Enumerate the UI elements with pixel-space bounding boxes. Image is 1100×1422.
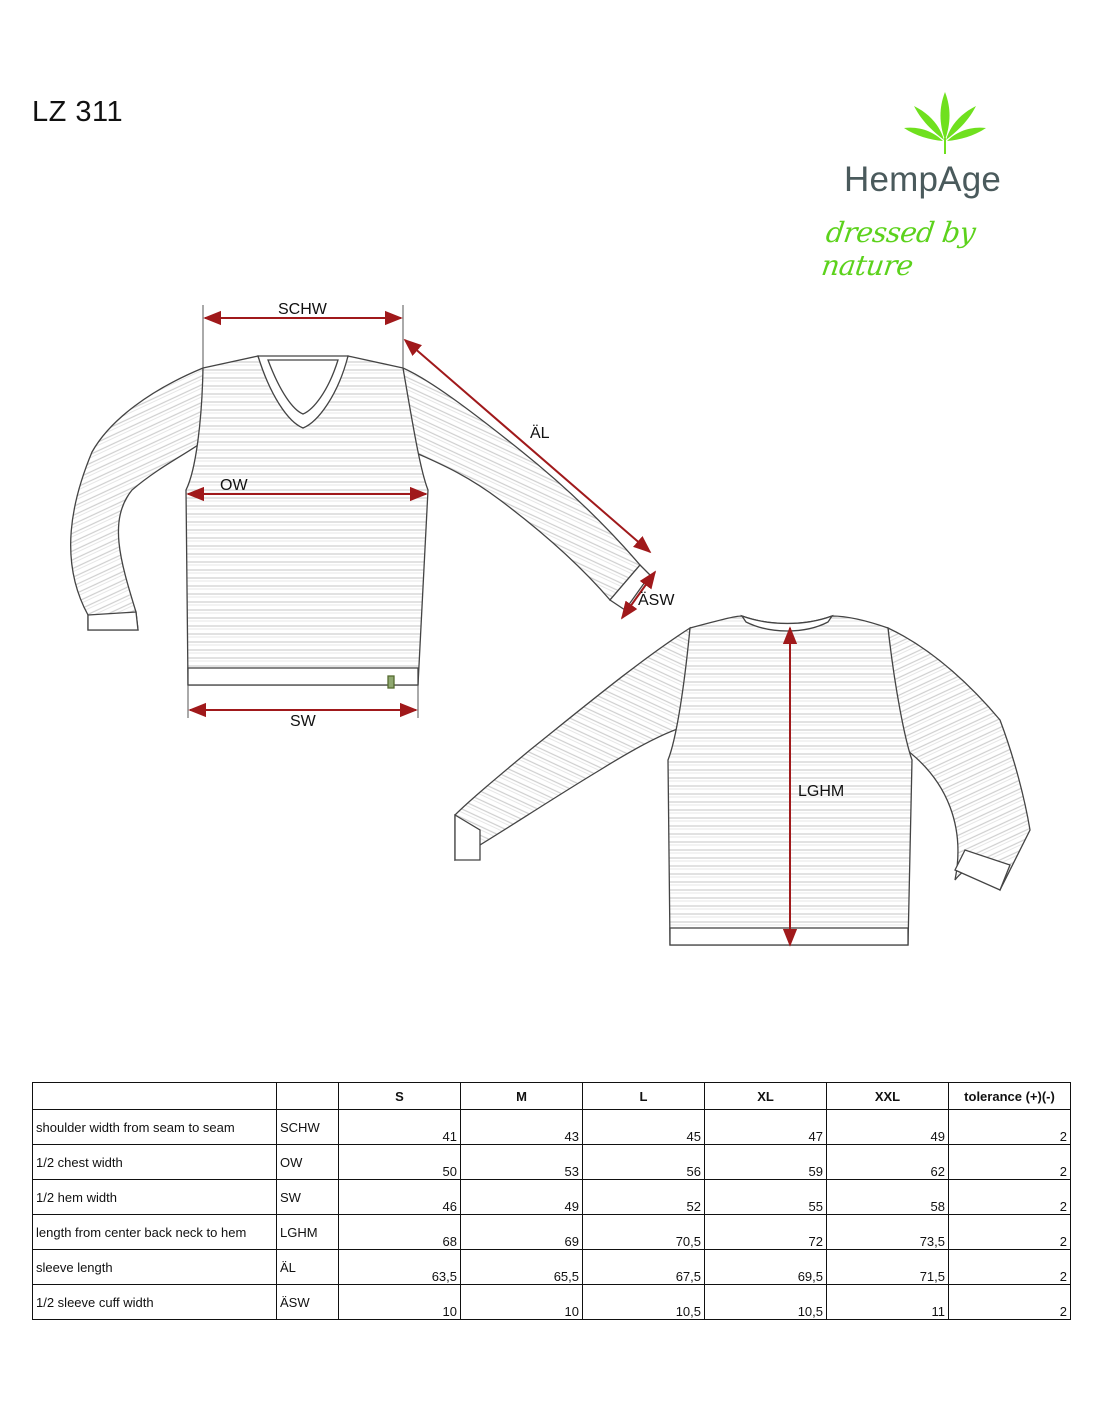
value-xxl: 73,5 xyxy=(827,1215,949,1250)
value-tolerance: 2 xyxy=(949,1145,1071,1180)
value-tolerance: 2 xyxy=(949,1215,1071,1250)
front-right-sleeve xyxy=(403,368,640,600)
table-row xyxy=(33,1250,1071,1285)
row-code: ÄL xyxy=(277,1250,339,1285)
label-asw: ÄSW xyxy=(638,592,675,609)
row-code: LGHM xyxy=(277,1215,339,1250)
header-size-xxl: XXL xyxy=(827,1083,949,1110)
label-sw: SW xyxy=(290,713,316,730)
value-xxl: 49 xyxy=(827,1110,949,1145)
size-table-header xyxy=(33,1083,1071,1110)
row-code: OW xyxy=(277,1145,339,1180)
front-label-tag xyxy=(388,676,394,688)
value-l: 45 xyxy=(583,1110,705,1145)
header-tolerance: tolerance (+)(-) xyxy=(949,1083,1071,1110)
front-left-sleeve xyxy=(71,368,205,630)
label-ow: OW xyxy=(220,477,248,494)
garment-diagram xyxy=(0,280,1100,970)
table-row xyxy=(33,1285,1071,1320)
hemp-leaf-icon xyxy=(900,88,990,158)
label-al: ÄL xyxy=(530,425,550,442)
front-hem-band xyxy=(188,668,418,685)
value-m: 53 xyxy=(461,1145,583,1180)
value-l: 10,5 xyxy=(583,1285,705,1320)
table-row xyxy=(33,1145,1071,1180)
value-tolerance: 2 xyxy=(949,1180,1071,1215)
value-m: 10 xyxy=(461,1285,583,1320)
value-m: 69 xyxy=(461,1215,583,1250)
value-l: 67,5 xyxy=(583,1250,705,1285)
header-blank xyxy=(277,1083,339,1110)
brand-logo xyxy=(819,88,1050,282)
front-view xyxy=(71,356,650,688)
brand-name: HempAge xyxy=(844,160,1002,199)
row-code: ÄSW xyxy=(277,1285,339,1320)
value-s: 46 xyxy=(339,1180,461,1215)
model-code: LZ 311 xyxy=(32,96,124,128)
value-xxl: 11 xyxy=(827,1285,949,1320)
header-size-m: M xyxy=(461,1083,583,1110)
header-size-s: S xyxy=(339,1083,461,1110)
value-tolerance: 2 xyxy=(949,1250,1071,1285)
value-m: 43 xyxy=(461,1110,583,1145)
value-tolerance: 2 xyxy=(949,1110,1071,1145)
value-xxl: 62 xyxy=(827,1145,949,1180)
value-xl: 69,5 xyxy=(705,1250,827,1285)
value-s: 10 xyxy=(339,1285,461,1320)
row-code: SW xyxy=(277,1180,339,1215)
table-row xyxy=(33,1110,1071,1145)
row-description: 1/2 chest width xyxy=(33,1145,277,1180)
value-l: 56 xyxy=(583,1145,705,1180)
value-s: 68 xyxy=(339,1215,461,1250)
value-xl: 72 xyxy=(705,1215,827,1250)
table-row xyxy=(33,1180,1071,1215)
value-tolerance: 2 xyxy=(949,1285,1071,1320)
value-xl: 59 xyxy=(705,1145,827,1180)
header-size-xl: XL xyxy=(705,1083,827,1110)
value-xl: 55 xyxy=(705,1180,827,1215)
table-row xyxy=(33,1215,1071,1250)
label-schw: SCHW xyxy=(278,301,327,318)
value-l: 70,5 xyxy=(583,1215,705,1250)
front-body xyxy=(186,356,428,685)
value-m: 65,5 xyxy=(461,1250,583,1285)
front-left-cuff xyxy=(88,612,138,630)
header-size-l: L xyxy=(583,1083,705,1110)
row-description: 1/2 hem width xyxy=(33,1180,277,1215)
label-lghm: LGHM xyxy=(798,783,845,800)
value-xl: 47 xyxy=(705,1110,827,1145)
value-m: 49 xyxy=(461,1180,583,1215)
row-description: length from center back neck to hem xyxy=(33,1215,277,1250)
back-view xyxy=(455,616,1030,945)
header-blank xyxy=(33,1083,277,1110)
value-l: 52 xyxy=(583,1180,705,1215)
value-s: 63,5 xyxy=(339,1250,461,1285)
value-s: 41 xyxy=(339,1110,461,1145)
row-code: SCHW xyxy=(277,1110,339,1145)
size-table xyxy=(32,1082,1071,1320)
value-xxl: 71,5 xyxy=(827,1250,949,1285)
row-description: sleeve length xyxy=(33,1250,277,1285)
back-left-sleeve xyxy=(455,628,690,860)
value-xl: 10,5 xyxy=(705,1285,827,1320)
row-description: 1/2 sleeve cuff width xyxy=(33,1285,277,1320)
value-s: 50 xyxy=(339,1145,461,1180)
brand-tagline: dressed by nature xyxy=(819,216,978,282)
value-xxl: 58 xyxy=(827,1180,949,1215)
row-description: shoulder width from seam to seam xyxy=(33,1110,277,1145)
